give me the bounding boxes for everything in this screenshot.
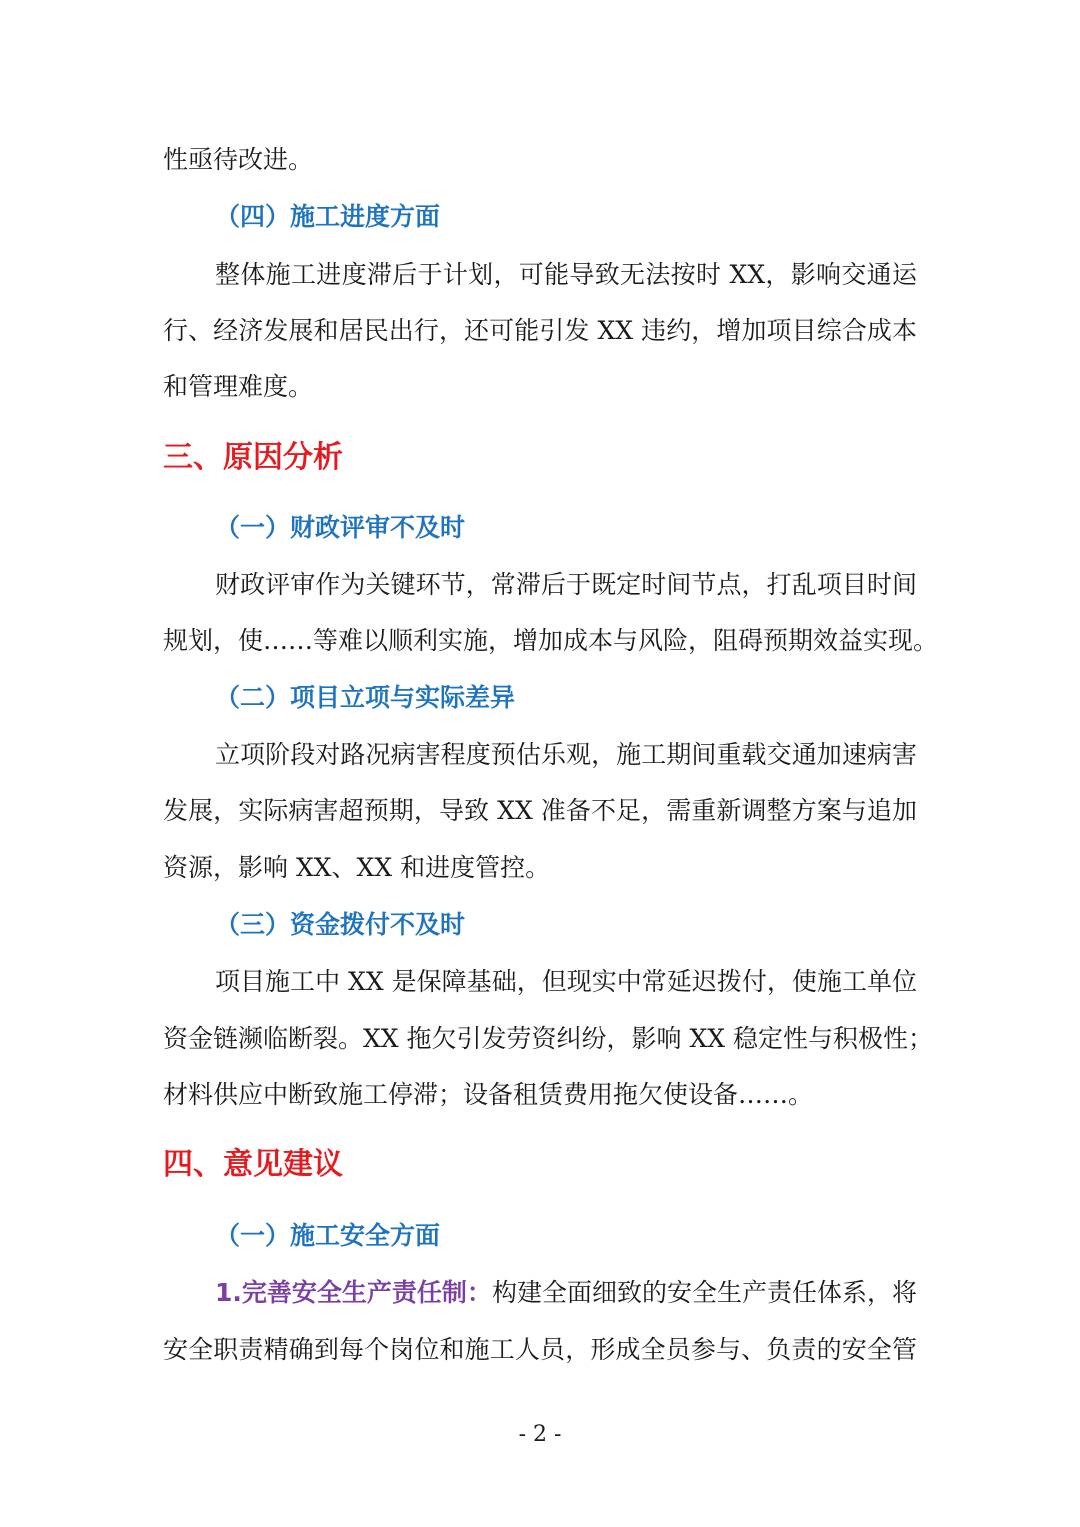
page-number: - 2 - [518,1422,562,1447]
section-title: 三、原因分析 [163,440,343,475]
body-line: 整体施工进度滞后于计划，可能导致无法按时 XX，影响交通运 [215,260,917,289]
item-label: 1.完善安全生产责任制： [215,1278,492,1307]
subsection-heading: （四）施工进度方面 [215,202,441,231]
subsection-heading: （一）施工安全方面 [215,1221,441,1250]
subsection-heading: （二）项目立项与实际差异 [215,683,516,712]
body-line: 和管理难度。 [163,372,314,401]
body-line: 资源，影响 XX、XX 和进度管控。 [163,853,551,882]
subsection-heading: （一）财政评审不及时 [215,513,466,542]
body-line: 行、经济发展和居民出行，还可能引发 XX 违约，增加项目综合成本 [163,316,917,345]
body-line: 性亟待改进。 [163,145,314,174]
body-line: 财政评审作为关键环节，常滞后于既定时间节点，打乱项目时间 [215,570,917,599]
body-line: 项目施工中 XX 是保障基础，但现实中常延迟拨付，使施工单位 [215,967,917,996]
body-line: 规划，使……等难以顺利实施，增加成本与风险，阻碍预期效益实现。 [163,626,939,655]
body-line: 资金链濒临断裂。XX 拖欠引发劳资纠纷，影响 XX 稳定性与积极性； [163,1024,934,1053]
body-line: 安全职责精确到每个岗位和施工人员，形成全员参与、负责的安全管 [163,1335,917,1364]
item-line [215,1273,917,1313]
body-line: 发展，实际病害超预期，导致 XX 准备不足，需重新调整方案与追加 [163,796,917,825]
item-text: 构建全面细致的安全生产责任体系，将 [491,1278,917,1307]
body-line: 材料供应中断致施工停滞；设备租赁费用拖欠使设备……。 [163,1080,814,1109]
subsection-heading: （三）资金拨付不及时 [215,910,466,939]
section-title: 四、意见建议 [163,1147,343,1182]
body-line: 立项阶段对路况病害程度预估乐观，施工期间重载交通加速病害 [215,740,917,769]
